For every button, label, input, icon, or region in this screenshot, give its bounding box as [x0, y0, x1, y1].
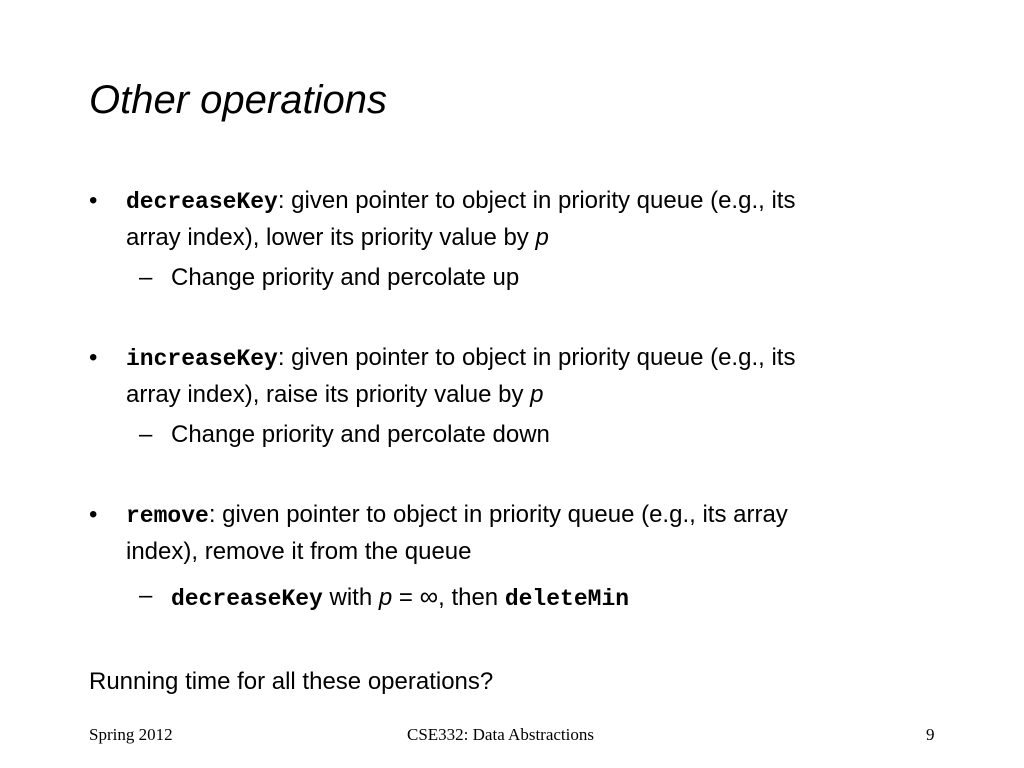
bullet-text-continued: array index), raise its priority value by — [126, 381, 531, 408]
bullet-text-continued: array index), lower its priority value by — [126, 224, 536, 251]
code-term: decreaseKey — [126, 189, 278, 215]
bullet-line — [89, 340, 949, 413]
sub-bullet — [89, 578, 949, 617]
bullet-decrease-key — [89, 183, 949, 296]
footer-term: Spring 2012 — [89, 725, 173, 744]
bullet-text: : given pointer to object in priority queue (e.g., its — [277, 187, 796, 214]
bullet-remove — [89, 497, 949, 617]
code-term: remove — [126, 503, 209, 529]
bullet-line — [89, 497, 949, 570]
bullet-text-continued: index), remove it from the queue — [126, 538, 472, 565]
equals-sign: = — [392, 584, 420, 611]
bullet-line — [89, 183, 949, 256]
sub-bullet-text: , then — [438, 584, 505, 611]
dash-marker: – — [139, 421, 153, 448]
code-term: increaseKey — [126, 346, 278, 372]
sub-bullet — [89, 417, 949, 453]
footer-course: CSE332: Data Abstractions — [407, 725, 594, 744]
variable-p: p — [530, 381, 544, 408]
bullet-marker: • — [89, 344, 98, 371]
code-term: deleteMin — [504, 586, 630, 612]
dash-marker: – — [139, 582, 153, 609]
infinity-symbol: ∞ — [419, 581, 439, 611]
variable-p: p — [535, 224, 549, 251]
variable-p: p — [378, 584, 393, 611]
bullet-increase-key — [89, 340, 949, 453]
sub-bullet-text: Change priority and percolate down — [171, 421, 550, 448]
bullet-text: : given pointer to object in priority queue (e.g., its — [277, 344, 796, 371]
bullet-marker: • — [89, 187, 98, 214]
slide-title: Other operations — [89, 78, 387, 122]
page-number: 9 — [926, 725, 935, 744]
sub-bullet — [89, 260, 949, 296]
sub-bullet-text: Change priority and percolate up — [171, 264, 520, 291]
code-term: decreaseKey — [171, 586, 323, 612]
bullet-text: : given pointer to object in priority queue (e.g., its array — [208, 501, 788, 528]
dash-marker: – — [139, 264, 153, 291]
closing-question: Running time for all these operations? — [89, 668, 494, 695]
bullet-marker: • — [89, 501, 98, 528]
sub-bullet-text: with — [322, 584, 379, 611]
